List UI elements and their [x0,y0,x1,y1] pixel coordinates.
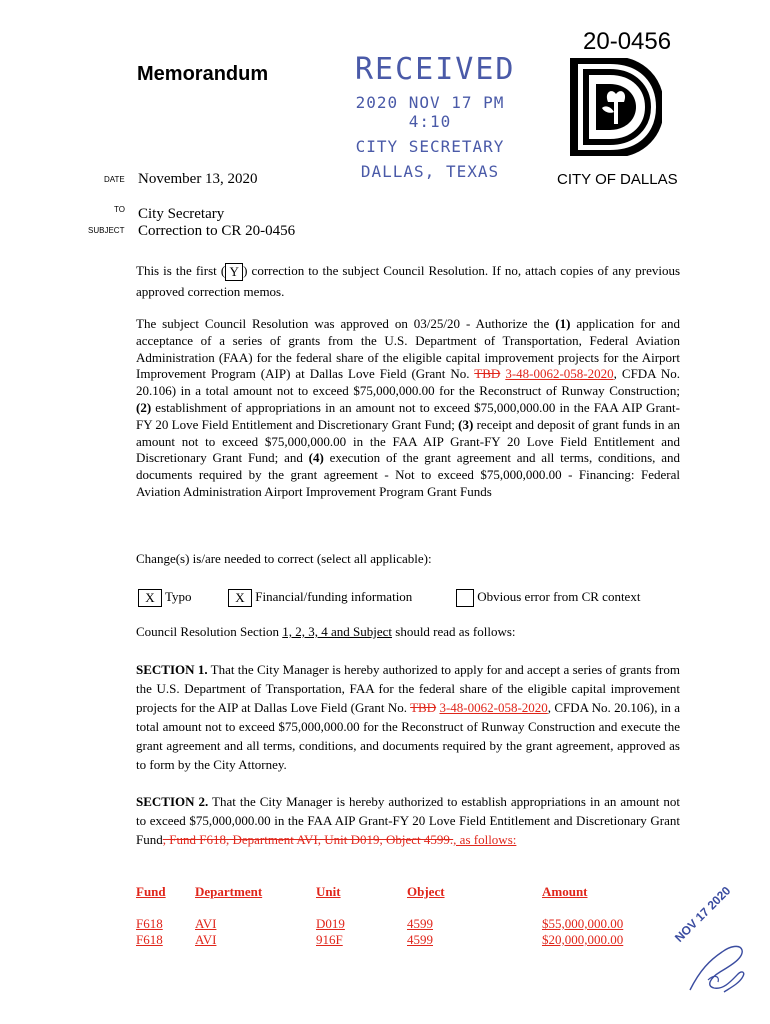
first-correction-box: Y [225,263,243,281]
change-option-financial: X Financial/funding information [228,589,412,607]
section-2: SECTION 2. That the City Manager is hereby authorized to establish appropriations in an amount not to exceed $75,000,000.00 in the FAA AIP Grant-FY 20 Love Field Entitlement and Discretionary Grant Fund, Fund F618, Department AVI, Unit D019, Object 4599., as follows: [136,794,680,847]
date-value: November 13, 2020 [138,171,258,187]
header-department: Department [195,884,263,899]
section-reference: Council Resolution Section 1, 2, 3, 4 and Subject should read as follows: [136,624,516,639]
header-fund: Fund [136,884,166,899]
handwritten-initials-icon [680,930,760,1000]
stamp-received: RECEIVED [355,52,516,87]
stamp-location: DALLAS, TEXAS [360,162,500,181]
header-amount: Amount [542,884,588,899]
obvious-error-checkbox[interactable] [456,589,474,607]
to-value: City Secretary [138,206,225,222]
header-object: Object [407,884,445,899]
city-of-dallas-logo-icon [570,58,662,156]
received-stamp [355,52,516,181]
stamp-datetime: 2020 NOV 17 PM 4:10 [355,93,505,131]
change-option-obvious-error: Obvious error from CR context [456,589,640,607]
city-name: CITY OF DALLAS [557,171,678,188]
stamp-office: CITY SECRETARY [355,137,505,156]
struck-tbd: TBD [474,366,501,382]
memo-title: Memorandum [137,63,269,85]
grant-number: 3-48-0062-058-2020 [505,366,614,382]
to-label: TO [114,205,125,214]
subject-label: SUBJECT [88,226,125,235]
intro-paragraph: This is the first ( Y ) correction to the subject Council Resolution. If no, attach copies of any previous approved correction memos. [136,263,681,300]
header-unit: Unit [316,884,341,899]
financial-checkbox[interactable]: X [228,589,252,607]
subject-value: Correction to CR 20-0456 [138,223,296,239]
typo-checkbox[interactable]: X [138,589,162,607]
section-1: SECTION 1. That the City Manager is hereby authorized to apply for and accept a series of grants from the U.S. Department of Transportation, FAA for the federal share of the eligible capital improvement projects for the AIP at Dallas Love Field (Grant No. TBD 3-48-0062-058-2020, CFDA No. 20.106), in a total amount not to exceed $75,000,000.00 for the Reconstruct of Runway Construction and execute the grant agreement and all terms, conditions, and documents required by the grant agreement, approved as to form by the City Attorney. [136,662,680,772]
changes-prompt: Change(s) is/are needed to correct (select all applicable): [136,551,432,566]
handwritten-date: NOV 17 2020 [672,883,734,945]
change-option-typo: X Typo [138,589,192,607]
memo-number: 20-0456 [583,28,672,55]
resolution-paragraph: The subject Council Resolution was approved on 03/25/20 - Authorize the (1) application for and acceptance of a series of grants from the U.S. Department of Transportation, Federal Aviation Administration (FAA) for the federal share of the eligible capital improvement projects for the Airport Improvement Program (AIP) at Dallas Love Field (Grant No. TBD 3-48-0062-058-2020, CFDA No. 20.106) in a total amount not to exceed $75,000,000.00 for the Reconstruct of Runway Construction; (2) establishment of appropriations in an amount not to exceed $75,000,000.00 in the FAA AIP Grant-FY 20 Love Field Entitlement and Discretionary Grant Fund; (3) receipt and deposit of grant funds in an amount not to exceed $75,000,000.00 in the FAA AIP Grant-FY 20 Love Field Entitlement and Discretionary Grant Fund; and (4) execution of the grant agreement and all terms, conditions, and documents required by the grant agreement - Not to exceed $75,000,000.00 - Financing: Federal Aviation Administration Airport Improvement Program Grant Funds [136,316,681,499]
date-label: DATE [104,175,125,184]
